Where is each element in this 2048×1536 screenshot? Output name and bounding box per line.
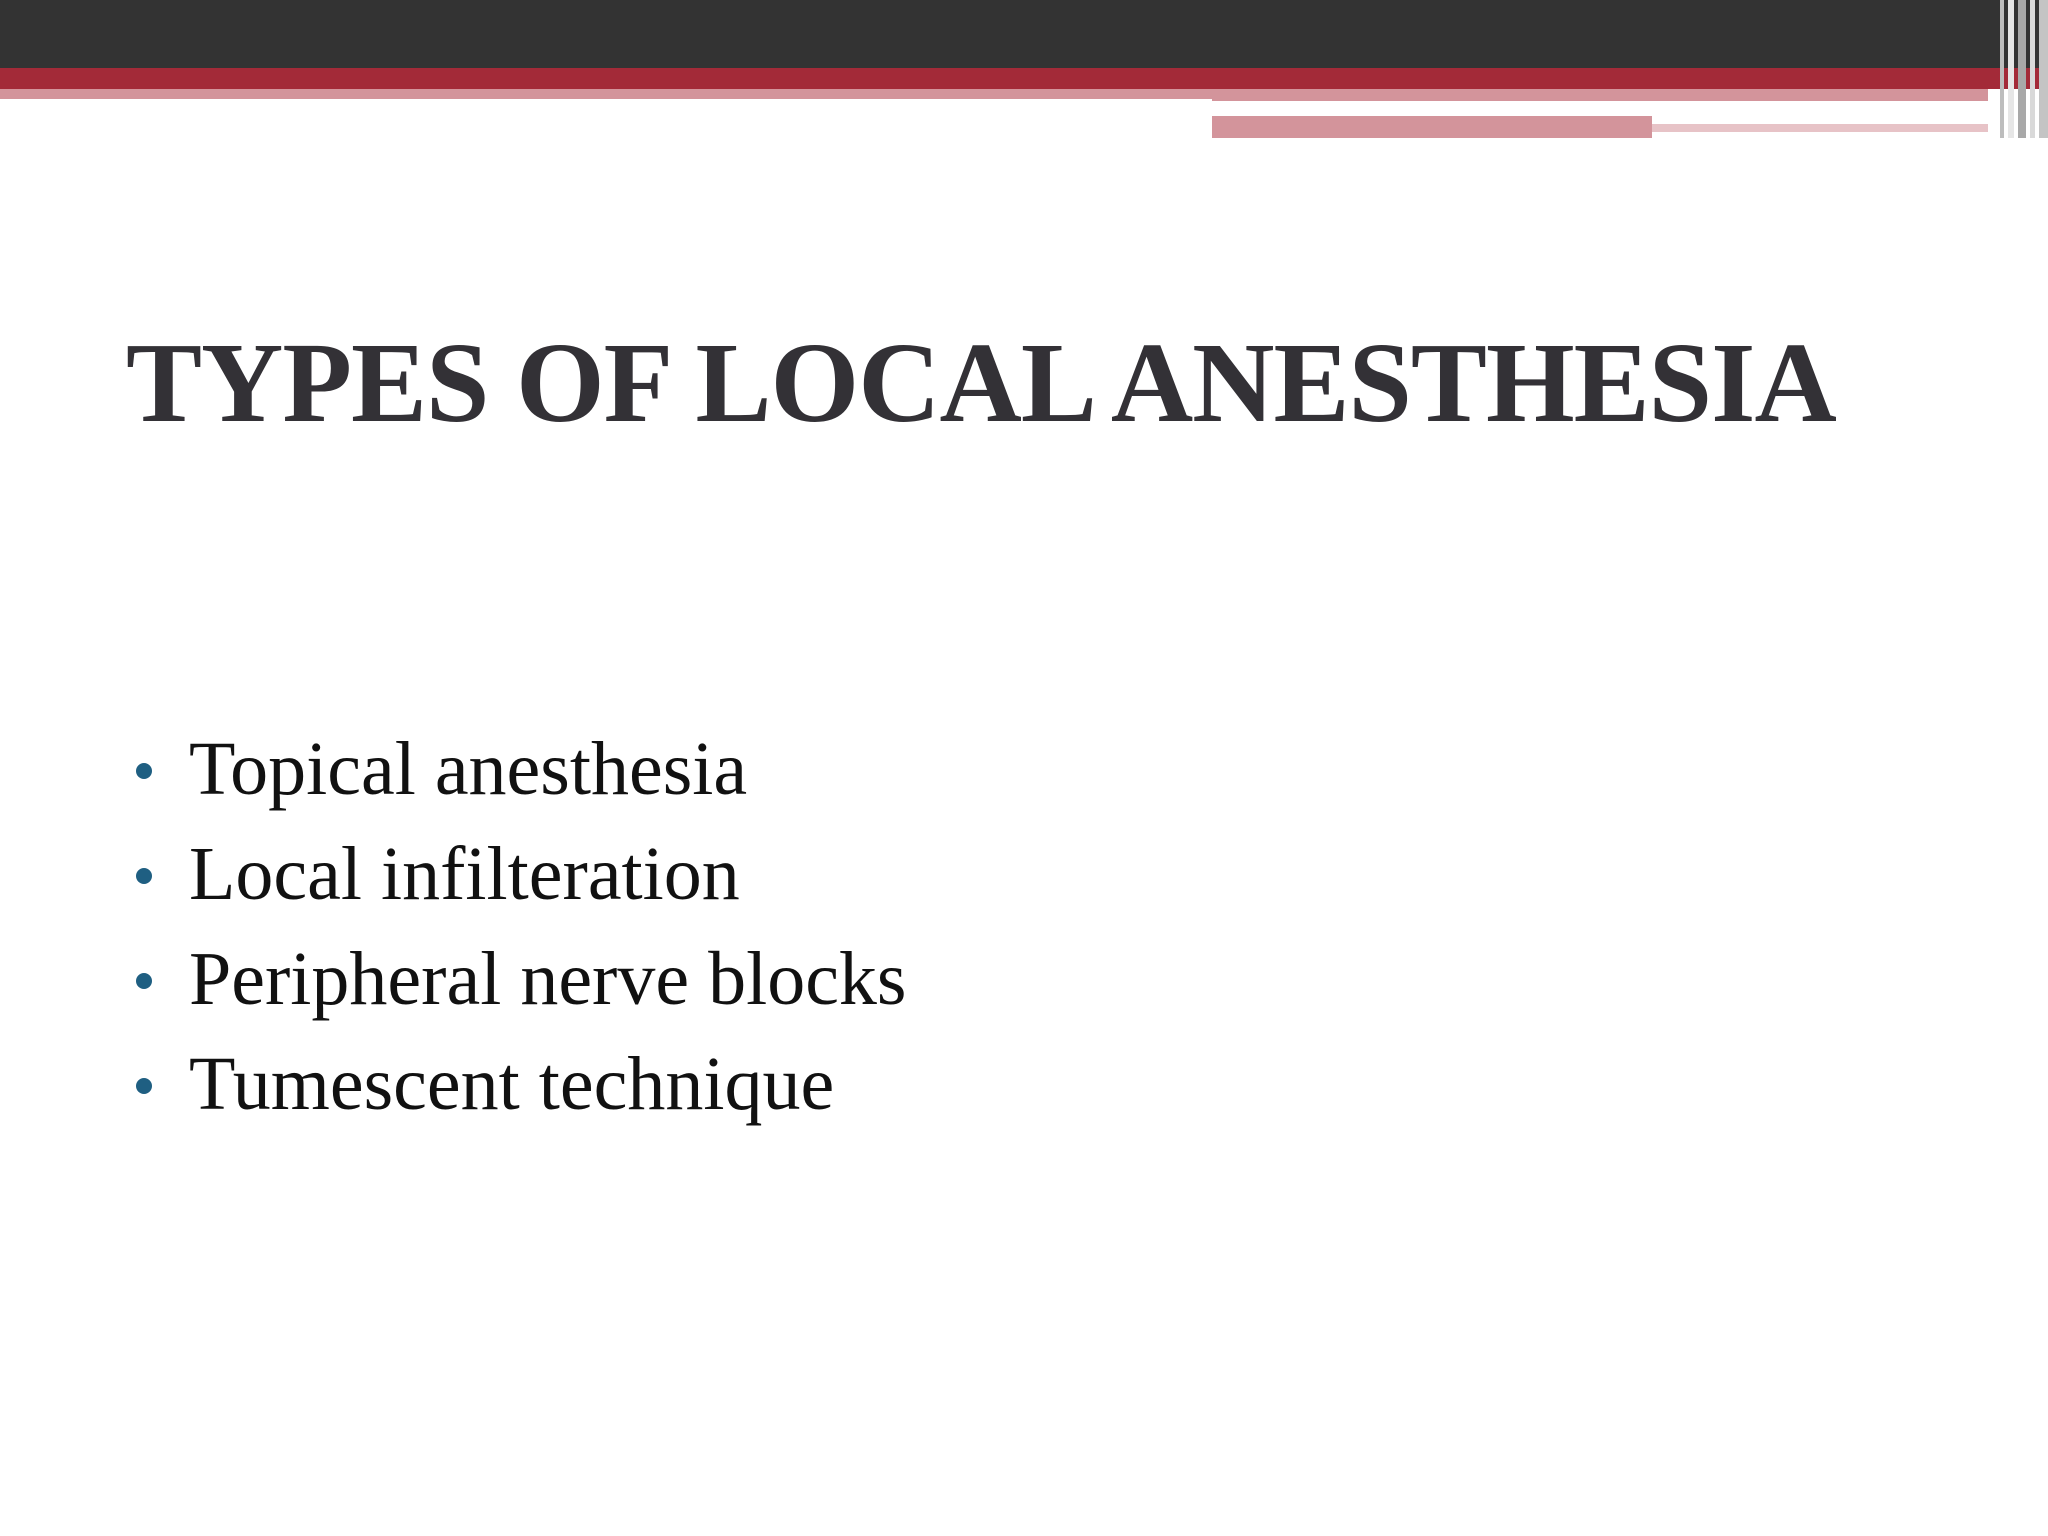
bullet-item [130, 822, 907, 927]
header-pink-band-lower [1212, 116, 1652, 138]
bullet-text: Peripheral nerve blocks [189, 937, 907, 1021]
bullet-item [130, 717, 907, 822]
bullet-item [130, 927, 907, 1032]
header-stripe [2030, 0, 2035, 138]
header-stripe [2008, 0, 2014, 138]
header-pink-band-right [1212, 89, 1988, 101]
header-pink-band-lower-tail [1652, 124, 1988, 132]
bullet-dot-icon [136, 763, 152, 779]
bullet-text: Topical anesthesia [189, 727, 748, 811]
header-stripe [2000, 0, 2004, 138]
bullet-item [130, 1032, 907, 1137]
header-corner-stripes [1988, 0, 2048, 138]
header-stripe [2039, 0, 2048, 138]
header-red-band [0, 68, 2048, 89]
header-dark-band [0, 0, 2048, 68]
bullet-list [130, 717, 907, 1137]
bullet-text: Tumescent technique [189, 1042, 835, 1126]
bullet-dot-icon [136, 868, 152, 884]
bullet-dot-icon [136, 973, 152, 989]
header-stripe [2018, 0, 2026, 138]
bullet-text: Local infilteration [189, 832, 740, 916]
bullet-dot-icon [136, 1078, 152, 1094]
header-pink-band-left [0, 89, 1212, 99]
slide-title: TYPES OF LOCAL ANESTHESIA [126, 319, 1836, 446]
